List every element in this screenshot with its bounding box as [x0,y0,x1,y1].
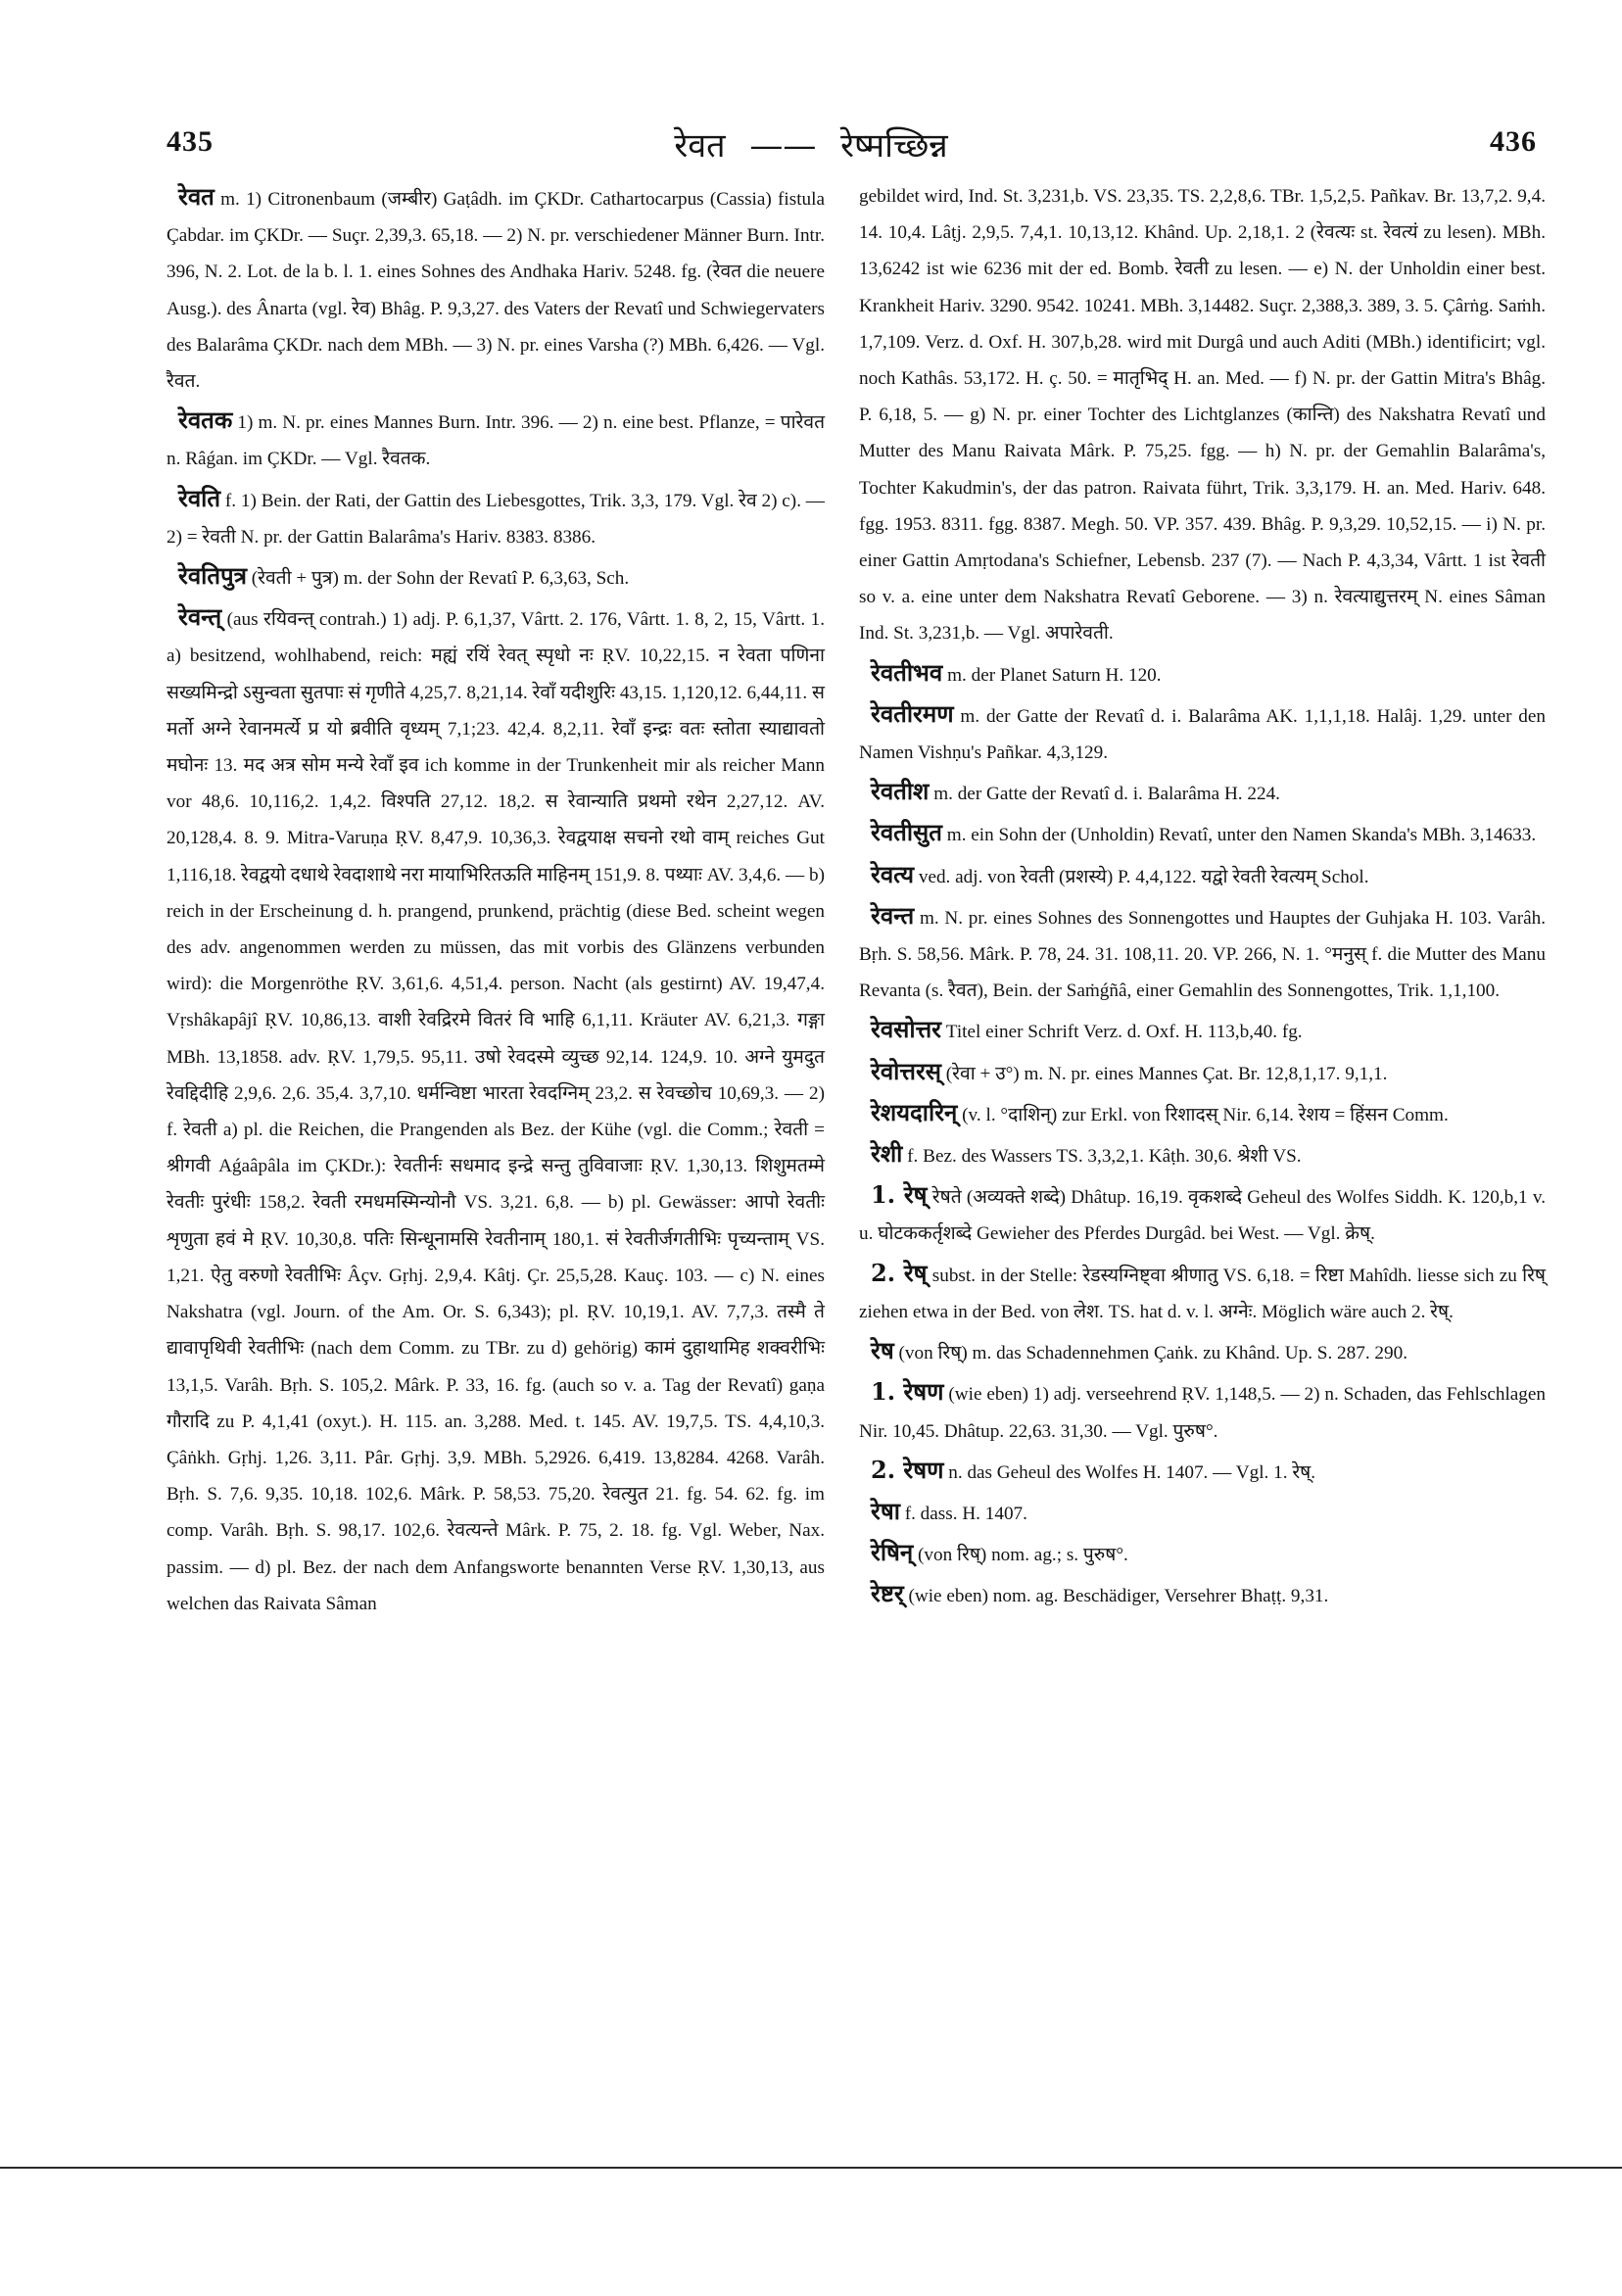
running-head-last-word: रेष्मच्छिन्न [840,126,948,166]
entry-headword: रेवतीरमण [871,698,954,728]
entry-headword: 1. रेषण [871,1377,944,1407]
entry [859,1332,1546,1371]
entry [859,1534,1546,1573]
entry-text: m. der Gatte der Revatî d. i. Balarâma H. 224. [933,784,1280,805]
right-column [859,178,1546,1615]
entry [859,1575,1546,1614]
entry [859,654,1546,694]
page-number-left: 435 [167,125,214,158]
running-head-dash: —— [749,126,817,166]
page-number-right: 436 [1490,125,1537,158]
entry-text: (v. l. °दाशिन्) zur Erkl. von रिशादस् Nir. 6,14. रेशय = हिंसन Comm. [962,1104,1449,1125]
running-head-first-word: रेवत [674,126,726,166]
entry-text: m. ein Sohn der (Unholdin) Revatî, unter den Namen Skanda's MBh. 3,14633. [946,825,1537,846]
entry-text: (wie eben) 1) adj. verseehrend ṚV. 1,148,5. — 2) n. Schaden, das Fehlschlagen Nir. 10,45. Dhâtup. 22,63. 31,30. — Vgl. पुरुष°. [859,1384,1547,1442]
footer-rule [0,2167,1622,2169]
entry [859,1135,1546,1174]
entry [859,1053,1546,1092]
entry-headword: रेशी [871,1139,903,1169]
entry [167,178,825,400]
entry [859,695,1546,771]
entry-continuation [859,178,1546,652]
entry-headword: रेवति [178,483,221,512]
entry-headword: रेष [871,1336,894,1365]
entry-headword: रेवत्य [871,859,915,888]
entry-text: f. dass. H. 1407. [904,1503,1027,1524]
entry-text: subst. in der Stelle: रेडस्यग्निष्ट्वा श्रीणातु VS. 6,18. = रिष्टा Mahîdh. liesse sich zu रिष् ziehen etwa in der Bed. von लेश. TS. hat d. v. l. अग्नेः. Möglich wäre auch 2. रेष्. [859,1265,1547,1322]
entry [859,1452,1546,1491]
entry-headword: रेवोत्तरस् [871,1056,941,1085]
left-column [167,178,825,1622]
entry-text: gebildet wird, Ind. St. 3,231,b. VS. 23,35. TS. 2,2,8,6. TBr. 1,5,2,5. Pañkav. Br. 13,7,2. 9,4. 14. 10,4. Lâṭj. 2,9,5. 7,4,1. 10,13,12. Khând. Up. 2,18,1. 2 (रेवत्यः st. रेवत्यं zu lesen). MBh. 13,6242 ist wie 6236 mit der ed. Bomb. रेवती zu lesen. — e) N. der Unholdin einer best. Krankheit Hariv. 3290. 9542. 10241. MBh. 3,14482. Suçr. 2,388,3. 389, 3. 5. Çârṅg. Saṁh. 1,7,109. Verz. d. Oxf. H. 307,b,28. wird mit Durgâ und auch Aditi (MBh.) identificirt; vgl. noch Kathâs. 53,172. H. ç. 50. = मातृभिद् H. an. Med. — f) N. pr. der Gattin Mitra's Bhâg. P. 6,18, 5. — g) N. pr. einer Tochter des Lichtglanzes (कान्ति) des Nakshatra Revatî und Mutter des Manu Raivata Mârk. P. 75,25. fgg. — h) N. pr. der Gemahlin Balarâma's, Tochter Kakudmin's, der das patron. Raivata führt, Trik. 3,3,179. H. an. Med. Hariv. 648. fgg. 1953. 8311. fgg. 8387. Megh. 50. VP. 357. 439. Bhâg. P. 9,3,29. 10,52,15. — i) N. pr. einer Gattin Amṛtodana's Schiefner, Lebensb. 237 (7). — Nach P. 4,3,34, Vârtt. 1 ist रेवती so v. a. eine unter dem Nakshatra Revatî Geborene. — 3) n. रेवत्याद्युत्तरम् N. eines Sâman Ind. St. 3,231,b. — Vgl. अपारेवती. [859,186,1546,645]
entry-headword: रेषा [871,1496,900,1525]
entry-text: (von रिष्) m. das Schadennehmen Çaṅk. zu Khând. Up. S. 287. 290. [898,1343,1408,1364]
entry-text: रेषते (अव्यक्ते शब्दे) Dhâtup. 16,19. वृकशब्दे Geheul des Wolfes Siddh. K. 120,b,1 v. u. घोटककर्तृशब्दे Gewieher des Pferdes Durgâd. bei West. — Vgl. क्रेष्. [859,1187,1547,1245]
entry [167,402,825,477]
entry [167,598,825,1622]
entry [859,1255,1546,1330]
entry [859,897,1546,1010]
entry-text: m. N. pr. eines Sohnes des Sonnengottes und Hauptes der Guhjaka H. 103. Varâh. Bṛh. S. 58,56. Mârk. P. 78, 24. 31. 108,11. 20. VP. 266, N. 1. °मनुस् f. die Mutter des Manu Revanta (s. रैवत), Bein. der Saṁǵñâ, einer Gemahlin des Sonnengottes, Trik. 1,1,100. [859,907,1546,1002]
entry-headword: रेवतीसुत [871,818,942,847]
entry-headword: रेशयदारिन् [871,1097,958,1126]
entry-headword: रेवतक [178,406,233,435]
entry [859,1011,1546,1050]
entry-text: (रेवा + उ°) m. N. pr. eines Mannes Çat. Br. 12,8,1,17. 9,1,1. [945,1063,1388,1084]
entry-text: (von रिष्) nom. ag.; s. पुरुष°. [918,1545,1128,1566]
entry [859,1094,1546,1133]
running-head [0,121,1622,167]
entry-text: f. 1) Bein. der Rati, der Gattin des Liebesgottes, Trik. 3,3, 179. Vgl. रेव 2) c). — 2) = रेवती N. pr. der Gattin Balarâma's Hariv. 8383. 8386. [167,490,825,548]
entry-headword: 2. रेषण [871,1455,944,1484]
entry-text: f. Bez. des Wassers TS. 3,3,2,1. Kâṭh. 30,6. श्रेशी VS. [907,1146,1302,1168]
entry [859,773,1546,812]
entry-headword: 2. रेष् [871,1258,928,1287]
entry-headword: रेवसोत्तर [871,1015,941,1044]
entry-headword: रेवतीभव [871,657,943,687]
entry-text: m. der Gatte der Revatî d. i. Balarâma AK. 1,1,1,18. Halâj. 1,29. unter den Namen Vishṇu's Pañkar. 4,3,129. [859,705,1547,764]
entry-text: 1) m. N. pr. eines Mannes Burn. Intr. 396. — 2) n. eine best. Pflanze, = पारेवत n. Râǵan. im ÇKDr. — Vgl. रैवतक. [167,412,825,470]
entry-text: (wie eben) nom. ag. Beschädiger, Versehrer Bhaṭṭ. 9,31. [908,1586,1329,1607]
entry-headword: रेवन्त [871,900,915,930]
entry [859,1493,1546,1532]
entry-headword: 1. रेष् [871,1180,928,1210]
entry-text: n. das Geheul des Wolfes H. 1407. — Vgl. 1. रेष्. [948,1461,1316,1483]
entry-text: Titel einer Schrift Verz. d. Oxf. H. 113,b,40. fg. [945,1022,1303,1043]
entry-text: m. 1) Citronenbaum (जम्बीर) Gaṭâdh. im ÇKDr. Cathartocarpus (Cassia) fistula Çabdar. im ÇKDr. — Suçr. 2,39,3. 65,18. — 2) N. pr. verschiedener Männer Burn. Intr. 396, N. 2. Lot. de la b. l. 1. eines Sohnes des Andhaka Hariv. 5248. fg. (रेवत die neuere Ausg.). des Ânarta (vgl. रेव) Bhâg. P. 9,3,27. des Vaters der Revatî und Schwiegervaters des Balarâma ÇKDr. nach dem MBh. — 3) N. pr. eines Varsha (?) MBh. 6,426. — Vgl. रैवत. [167,189,825,393]
entry-headword: रेवत [178,182,215,211]
entry [859,1176,1546,1252]
entry-text: ved. adj. von रेवती (प्रशस्ये) P. 4,4,122. यद्वो रेवती रेवत्यम् Schol. [918,866,1369,887]
entry [859,856,1546,895]
entry [859,1373,1546,1449]
entry [167,557,825,597]
entry-text: m. der Planet Saturn H. 120. [947,664,1162,686]
entry [167,480,825,555]
entry-headword: रेवन्त् [178,602,222,632]
entry-headword: रेष्टर् [871,1579,904,1608]
entry [859,814,1546,853]
entry-headword: रेषिन् [871,1538,914,1567]
entry-text: (aus रयिवन्त् contrah.) 1) adj. P. 6,1,37, Vârtt. 2. 176, Vârtt. 1. 8, 2, 15, Vârtt. 1. a) besitzend, wohlhabend, reich: मह्यं रयिं रेवत् स्पृधो नः ṚV. 10,22,15. न रेवता पणिना सख्यमिन्द्रो ऽसुन्वता सुतपाः सं गृणीते 4,25,7. 8,21,14. रेवाँ यदीशुरिः 43,15. 1,120,12. 6,44,11. स मर्तो अग्ने रेवानमर्त्ये प्र यो ब्रवीति वृध्यम् 7,1;23. 42,4. 8,2,11. रेवाँ इन्द्रः वतः स्तोता स्याद्यावतो मघोनः 13. मद अत्र सोम मन्ये रेवाँ इव ich komme in der Trunkenheit mir als reicher Mann vor 48,6. 10,116,2. 1,4,2. विश्पति 27,12. 18,2. स रेवान्याति प्रथमो रथेन 2,27,12. AV. 20,128,4. 8. 9. Mitra-Varuṇa ṚV. 8,47,9. 10,36,3. रेवद्वयाक्ष सचनो रथो वाम् reiches Gut 1,116,18. रेवद्वयो दधाथे रेवदाशाथे नरा मायाभिरितऊति माहिनम् 151,9. 8. पथ्याः AV. 3,4,6. — b) reich in der Erscheinung d. h. prangend, prunkend, prächtig (diese Bed. scheint wegen des adv. angenommen werden zu müssen, das mit vorbis des Glänzens verbunden wird): die Morgenröthe ṚV. 3,61,6. 4,51,4. person. Nacht (als gestirnt) AV. 19,47,4. Vṛshâkapâjî ṚV. 10,86,13. वाशी रेवद्रिरमे वितरं वि भाहि 6,1,11. Kräuter AV. 6,21,3. गङ्गा MBh. 13,1858. adv. ṚV. 1,79,5. 95,11. उषो रेवदस्मे व्युच्छ 92,14. 124,9. 10. अग्ने युमदुत रेवद्दिदीहि 2,9,6. 2,6. 35,4. 3,7,10. धर्मन्विष्टा भारता रेवदग्निम् 23,2. स रेवच्छोच 10,69,3. — 2) f. रेवती a) pl. die Reichen, die Prangenden als Bez. der Kühe (vgl. die Comm.; रेवती = श्रीगवी Aǵaâpâla im ÇKDr.): रेवतीर्नः सधमाद इन्द्रे सन्तु तुविवाजाः ṚV. 1,30,13. शिशुमतम्मे रेवतीः पुरंधीः 158,2. रेवती रमधमस्मिन्योनौ VS. 3,21. 6,8. — b) pl. Gewässer: आपो रेवतीः शृणुता हवं मे ṚV. 10,30,8. पतिः सिन्धूनामसि रेवतीनाम् 180,1. सं रेवतीर्जगतीभिः पृच्यन्ताम् VS. 1,21. ऐतु वरुणो रेवतीभिः Âçv. Gṛhj. 2,9,4. Kâtj. Çr. 25,5,28. Kauç. 103. — c) N. eines Nakshatra (vgl. Journ. of the Am. Or. S. 6,343); pl. ṚV. 10,19,1. AV. 7,7,3. तस्मै ते द्यावापृथिवी रेवतीभिः (nach dem Comm. zu TBr. zu d) gehörig) कामं दुहाथामिह शक्वरीभिः 13,1,5. Varâh. Bṛh. S. 105,2. Mârk. P. 33, 16. fg. (auch so v. a. Tag der Revatî) gaṇa गौरादि zu P. 4,1,41 (oxyt.). H. 115. an. 3,288. Med. t. 145. AV. 19,7,5. TS. 4,4,10,3. Çâṅkh. Gṛhj. 1,26. 3,11. Pâr. Gṛhj. 3,9. MBh. 5,2926. 6,419. 13,8284. 4268. Varâh. Bṛh. S. 7,6. 9,35. 10,18. 102,6. Mârk. P. 58,53. 75,20. रेवत्युत 21. fg. 54. 62. fg. im comp. Varâh. Bṛh. S. 98,17. 102,6. रेवत्यन्ते Mârk. P. 75, 2. 18. fg. Vgl. Weber, Nax. passim. — d) pl. Bez. der nach dem Anfangsworte benannten Verse ṚV. 1,30,13, aus welchen das Raivata Sâman [167,609,825,1614]
entry-headword: रेवतीश [871,777,930,806]
entry-text: (रेवती + पुत्र) m. der Sohn der Revatî P. 6,3,63, Sch. [251,568,630,590]
entry-headword: रेवतिपुत्र [178,561,247,591]
